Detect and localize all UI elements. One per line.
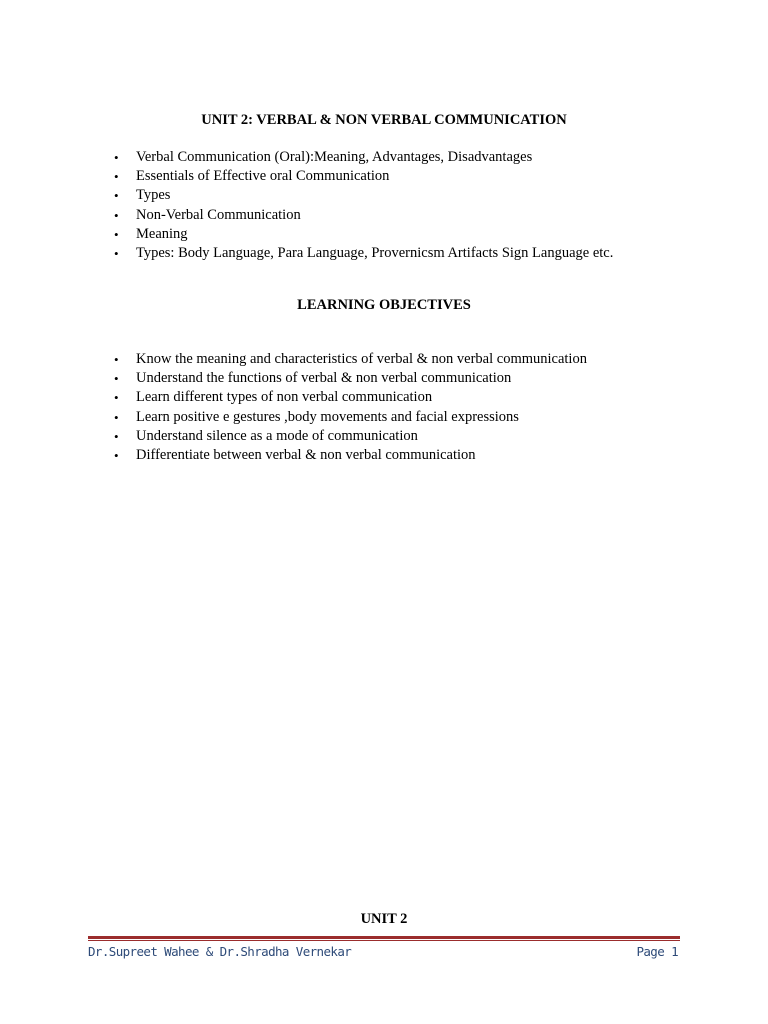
bullet-icon: • — [114, 169, 119, 185]
bullet-icon: • — [114, 150, 119, 165]
footer-page-number: Page 1 — [636, 944, 678, 959]
unit-title: UNIT 2: VERBAL & NON VERBAL COMMUNICATION — [201, 112, 567, 128]
list-item: • Meaning — [0, 225, 613, 244]
bullet-icon: • — [114, 409, 119, 425]
list-item: • Understand silence as a mode of communication — [0, 427, 587, 446]
footer-authors: Dr.Supreet Wahee & Dr.Shradha Vernekar — [88, 944, 352, 959]
bullet-icon: • — [114, 447, 119, 463]
list-item: • Verbal Communication (Oral):Meaning, Advantages, Disadvantages — [0, 148, 613, 167]
bullet-icon: • — [114, 207, 119, 223]
footer-unit-label: UNIT 2 — [360, 911, 408, 927]
list-item: • Types: Body Language, Para Language, Provernicsm Artifacts Sign Language etc. — [0, 244, 613, 263]
objectives-list — [0, 350, 587, 465]
bullet-icon: • — [114, 226, 119, 242]
bullet-icon: • — [114, 245, 119, 261]
list-item: • Know the meaning and characteristics of verbal & non verbal communication — [0, 350, 587, 369]
bullet-icon: • — [114, 390, 119, 406]
list-item: • Non-Verbal Communication — [0, 206, 613, 225]
list-item: • Types — [0, 186, 613, 205]
bullet-icon: • — [114, 428, 119, 444]
list-item: • Understand the functions of verbal & non verbal communication — [0, 369, 587, 388]
objectives-heading: LEARNING OBJECTIVES — [297, 297, 471, 313]
footer-rule-thin — [88, 940, 680, 941]
list-item: • Differentiate between verbal & non verbal communication — [0, 446, 587, 465]
bullet-icon: • — [114, 352, 119, 367]
bullet-icon: • — [114, 371, 119, 387]
topics-list — [0, 148, 613, 263]
bullet-icon: • — [114, 188, 119, 204]
footer-rule-thick — [88, 936, 680, 939]
list-item: • Essentials of Effective oral Communication — [0, 167, 613, 186]
list-item: • Learn different types of non verbal communication — [0, 388, 587, 407]
list-item: • Learn positive e gestures ,body movements and facial expressions — [0, 408, 587, 427]
